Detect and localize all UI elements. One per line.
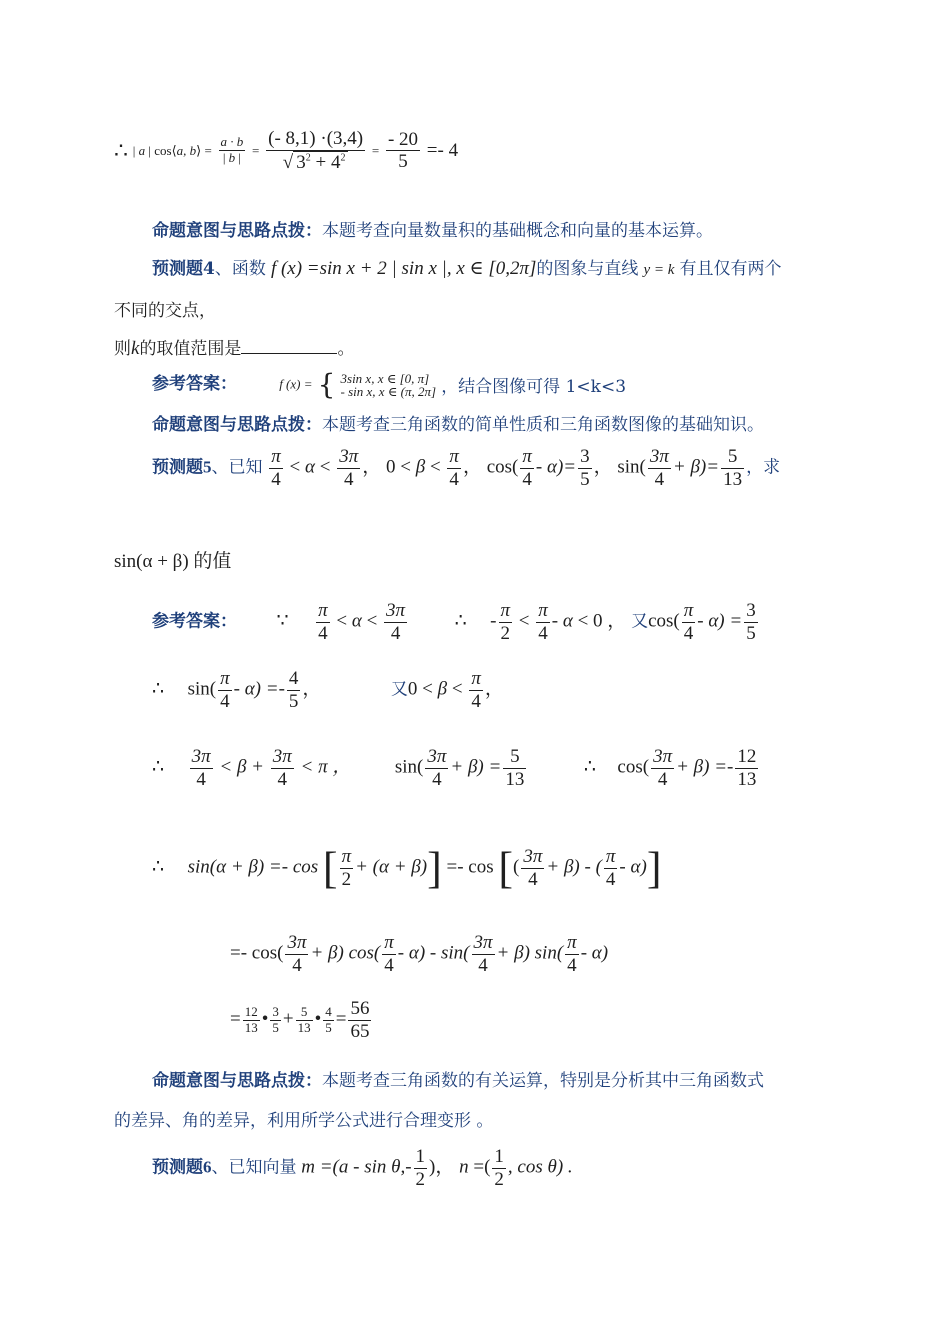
fraction-vector-values: $\frac{(- 8,1) \cdot(3,4)}{√ 3^2 + 4^2}$ [268, 128, 364, 173]
intent-paragraph-4: 命题意图与思路点拨：本题考查三角函数的简单性质和三角函数图像的基础知识。 [152, 415, 764, 435]
answer-5-line2: ∴ sin( $\frac{\pi}{4}$ - α) =- $\frac{4}{5}$ ， 又0 < β < $\frac{\pi}{4}$ ， [152, 668, 504, 712]
therefore-symbol: ∴ [114, 137, 128, 163]
derivation-line1: ∴ sin(α + β) =- cos [ $\frac{\pi}{2}$ + (α + β)] =- cos [( $\frac{3\pi}{4}$ + β) - ( $\frac{\pi}{4}$ - α)] [152, 843, 662, 893]
q4-function: f (x) =sin x + 2 | sin x |, x ∈ [0,2π] [270, 258, 537, 279]
question-4-line3: 则k的取值范围是 。 [114, 338, 355, 359]
fraction-dot-over-norm: $\frac{a \cdot b}{| b |}$ [220, 134, 244, 166]
derivation-line2: =- cos( $\frac{3\pi}{4}$ + β) cos( $\frac{\pi}{4}$ - α) - sin( $\frac{3\pi}{4}$ + β) sin( $\frac{\pi}{4}$ - α) [230, 932, 609, 976]
formula-projection: ∴ | a | cos⟨a, b⟩ = $\frac{a \cdot b}{| b |}$ = $\frac{(- 8,1) \cdot(3,4)}{√ 3^2 + 4^2}$ = $\frac{- 20}{5}$ =- 4 [114, 128, 459, 173]
answer-5-line1: 参考答案： ∵ $\frac{\pi}{4}$ < α < $\frac{3\pi}{4}$ ∴ - $\frac{\pi}{2}$ < $\frac{\pi}{4}$ - α < 0 ， 又cos( $\frac{\pi}{4}$ - α) = $\frac{3}{5}$ [152, 600, 756, 644]
answer-blank [241, 339, 337, 354]
answer-4: 参考答案： f (x) = { 3sin x, x ∈ [0, π] - sin x, x ∈ (π, 2π] ，结合图像可得 1<k<3 [152, 368, 627, 401]
question-5-line2: sin(α + β) 的值 [114, 551, 232, 572]
intent-paragraph-5: 命题意图与思路点拨：本题考查三角函数的有关运算，特别是分析其中三角函数式 [152, 1071, 764, 1091]
fraction-result: $\frac{- 20}{5}$ [387, 128, 419, 173]
question-5: 预测题5、已知 $\frac{\pi}{4}$ < α < $\frac{3\pi}{4}$ ， 0 < β < $\frac{\pi}{4}$ ， cos( $\frac{\pi}{4}$ - α)= $\frac{3}{5}$ ， sin( $\frac{3\pi}{4}$ + β)= $\frac{5}{13}$ ，求 [152, 446, 781, 490]
intent-paragraph-5-line2: 的差异、角的差异，利用所学公式进行合理变形 。 [114, 1111, 494, 1131]
intent-paragraph-1: 命题意图与思路点拨：本题考查向量数量积的基础概念和向量的基本运算。 [152, 221, 713, 241]
question-4-line2: 不同的交点， [114, 301, 216, 321]
q4-line: y = k [643, 262, 675, 278]
result-value: =- 4 [426, 139, 459, 161]
answer-5-line3: ∴ $\frac{3\pi}{4}$ < β + $\frac{3\pi}{4}$ < π ， sin( $\frac{3\pi}{4}$ + β) = $\frac{5}{13}$ ∴ cos( $\frac{3\pi}{4}$ + β) =- $\frac{12}{13}$ [152, 746, 757, 790]
question-6: 预测题6、已知向量 m =(a - sin θ,- $\frac{1}{2}$ )， n =( $\frac{1}{2}$ , cos θ) . [152, 1146, 573, 1190]
derivation-line3: = $\frac{12}{13}$ • $\frac{3}{5}$ + $\frac{5}{13}$ • $\frac{4}{5}$ = $\frac{56}{65}$ [230, 998, 370, 1042]
question-4: 预测题4、函数 f (x) =sin x + 2 | sin x |, x ∈ [0,2π]的图象与直线 y = k 有且仅有两个 [152, 258, 782, 279]
